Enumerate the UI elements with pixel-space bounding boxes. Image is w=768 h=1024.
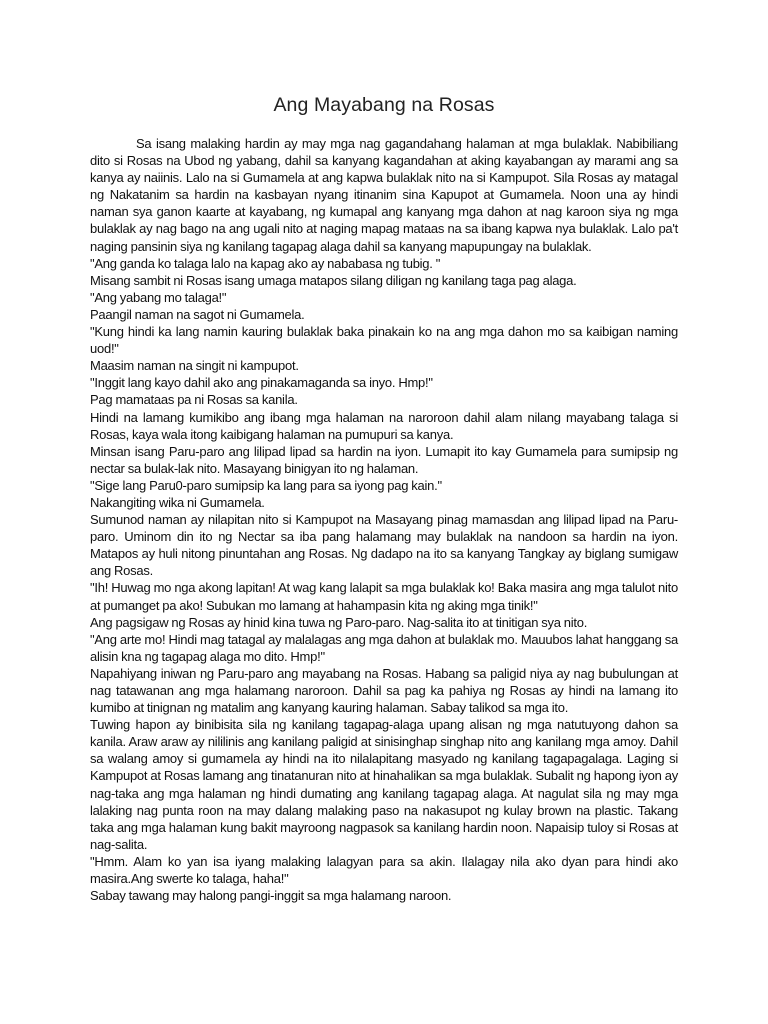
- paragraph: Sa isang malaking hardin ay may mga nag gagandahang halaman at mga bulaklak. Nabibiliang dito si Rosas na Ubod ng yabang, dahil sa kanyang kagandahan at aking kayabangan ay marami ang sa kanya ay naiinis. Lalo na si Gumamela at ang kapwa bulaklak nito na si Kampupot. Sila Rosas ay matagal ng Nakatanim sa hardin na kasbayan nyang itinanim sina Kapupot at Gumamela. Noon una ay hindi naman sya ganon kaarte at kayabang, ng kumapal ang kanyang mga dahon at nag karoon siya ng mga bulaklak ay nag bago na ang ugali nito at naging mapag mataas na sa ibang kapwa nya bulaklak. Lalo pa't naging pansinin siya ng kanilang tagapag alaga dahil sa kanyang mapupungay na bulaklak.: [90, 136, 678, 254]
- paragraph: "Kung hindi ka lang namin kauring bulaklak baka pinakain ko na ang mga dahon mo sa kaibigan naming uod!": [90, 324, 678, 357]
- paragraph: "Hmm. Alam ko yan isa iyang malaking lalagyan para sa akin. Ilalagay nila ako dyan para hindi ako masira.Ang swerte ko talaga, haha!": [90, 853, 678, 887]
- paragraph: Pag mamataas pa ni Rosas sa kanila.: [90, 392, 298, 408]
- paragraph: "Ang arte mo! Hindi mag tatagal ay malalagas ang mga dahon at bulaklak mo. Mauubos lahat hanggang sa alisin kna ng tagapag alaga mo dito. Hmp!": [90, 631, 678, 664]
- story-body: [90, 135, 678, 904]
- paragraph: Sabay tawang may halong pangi-inggit sa mga halamang naroon.: [90, 888, 452, 904]
- paragraph: Maasim naman na singit ni kampupot.: [90, 358, 299, 374]
- paragraph: "Ih! Huwag mo nga akong lapitan! At wag kang lalapit sa mga bulaklak ko! Baka masira ang mga talulot nito at pumanget pa ako! Subukan mo lamang at hahampasin kita ng aking mga tinik!": [90, 580, 678, 613]
- paragraph: Ang pagsigaw ng Rosas ay hinid kina tuwa ng Paro-paro. Nag-salita ito at tinitigan sya nito.: [90, 614, 588, 630]
- paragraph: "Ang yabang mo talaga!": [90, 289, 227, 305]
- paragraph: Tuwing hapon ay binibisita sila ng kanilang tagapag-alaga upang alisan ng mga natutuyong dahon sa kanila. Araw araw ay nililinis ang kanilang paligid at sinisinghap singhap nito ang kanilang mga amoy. Dahil sa walang amoy si gumamela ay hindi na ito nilalapitang masyado ng kanilang tagapagalaga. Laging si Kampupot at Rosas lamang ang tinatanuran nito at hinahalikan sa mga bulaklak. Subalit ng hapong iyon ay nag-taka ang mga halaman ng hindi dumating ang kanilang tagapag alaga. At nagulat sila ng may mga lalaking nag punta roon na may dalang malaking paso na nakasupot ng kulay brown na plastic. Takang taka ang mga halaman kung bakit mayroong nagpasok sa kanilang hardin noon. Napaisip tuloy si Rosas at nag-salita.: [90, 717, 678, 852]
- page-title: Ang Mayabang na Rosas: [273, 94, 495, 116]
- paragraph: Napahiyang iniwan ng Paru-paro ang mayabang na Rosas. Habang sa paligid niya ay nag bubulungan at nag tatawanan ang mga halamang naroroon. Dahil sa pag ka pahiya ng Rosas ay hindi na lamang ito kumibo at tinignan ng matalim ang kanyang kauring halaman. Sabay talikod sa mga ito.: [90, 665, 678, 716]
- paragraph: Sumunod naman ay nilapitan nito si Kampupot na Masayang pinag mamasdan ang lilipad lipad na Paru-paro. Uminom din ito ng Nectar sa iba pang halamang may bulaklak na nandoon sa hardin na iyon. Matapos ay huli nitong pinuntahan ang Rosas. Ng dadapo na ito sa kanyang Tangkay ay biglang sumigaw ang Rosas.: [90, 512, 678, 579]
- paragraph: "Inggit lang kayo dahil ako ang pinakamaganda sa inyo. Hmp!": [90, 375, 433, 391]
- paragraph: Minsan isang Paru-paro ang lilipad lipad sa hardin na iyon. Lumapit ito kay Gumamela para sumipsip ng nectar sa bulak-lak nito. Masayang binigyan ito ng halaman.: [90, 443, 678, 476]
- paragraph: "Sige lang Paru0-paro sumipsip ka lang para sa iyong pag kain.": [90, 477, 442, 493]
- paragraph: Nakangiting wika ni Gumamela.: [90, 494, 265, 510]
- paragraph: Paangil naman na sagot ni Gumamela.: [90, 306, 305, 322]
- paragraph: "Ang ganda ko talaga lalo na kapag ako ay nababasa ng tubig. ": [90, 255, 441, 271]
- paragraph: Misang sambit ni Rosas isang umaga matapos silang diligan ng kanilang taga pag alaga.: [90, 272, 577, 288]
- paragraph: Hindi na lamang kumikibo ang ibang mga halaman na naroroon dahil alam nilang mayabang talaga si Rosas, kaya wala itong kaibigang halaman na pumupuri sa kanya.: [90, 409, 678, 442]
